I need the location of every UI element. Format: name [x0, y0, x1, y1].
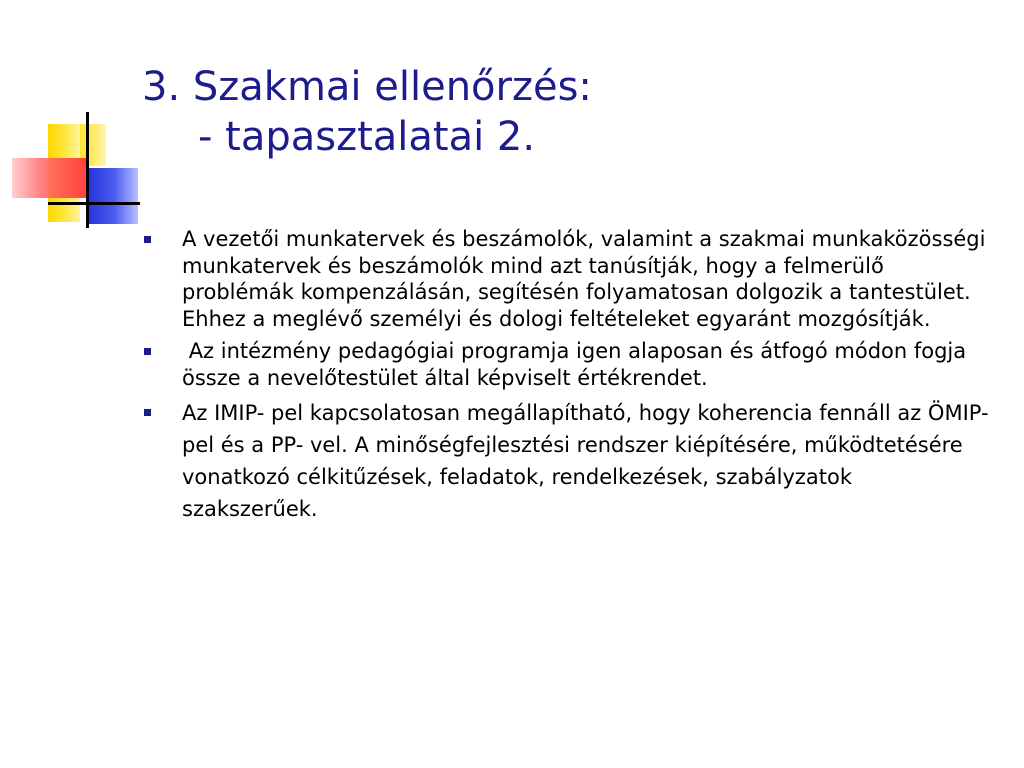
title-line-1: 3. Szakmai ellenőrzés: — [142, 64, 592, 110]
bullet-text: Az IMIP- pel kapcsolatosan megállapítható, hogy koherencia fennáll az ÖMIP-pel és a PP- vel. A minőségfejlesztési rendszer kiépítésére, működtetésére vonatkozó célkitűzések, feladatok, rendelkezések, szabályzatok szakszerűek. — [182, 401, 989, 521]
square-bullet-icon — [144, 409, 151, 416]
bullet-item — [144, 397, 989, 525]
square-bullet-icon — [144, 348, 151, 355]
slide-title — [142, 62, 1002, 162]
bullet-text: Az intézmény pedagógiai programja igen alaposan és átfogó módon fogja össze a nevelőtestület által képviselt értékrendet. — [182, 339, 973, 390]
bullet-list — [144, 226, 993, 531]
title-line-2: - tapasztalatai 2. — [198, 114, 536, 160]
bullet-item — [144, 338, 989, 391]
horizontal-line-shape — [48, 202, 140, 205]
vertical-line-shape — [86, 112, 89, 228]
blue-square-shape — [86, 168, 138, 224]
bullet-text: A vezetői munkatervek és beszámolók, valamint a szakmai munkaközösségi munkatervek és beszámolók mind azt tanúsítják, hogy a felmerülő problémák kompenzálásán, segítésén folyamatosan dolgozik a tantestület. Ehhez a meglévő személyi és dologi feltételeket egyaránt mozgósítják. — [182, 227, 993, 331]
red-bar-shape — [12, 158, 88, 198]
square-bullet-icon — [144, 236, 151, 243]
corner-decoration — [0, 0, 150, 240]
bullet-item — [144, 226, 993, 332]
